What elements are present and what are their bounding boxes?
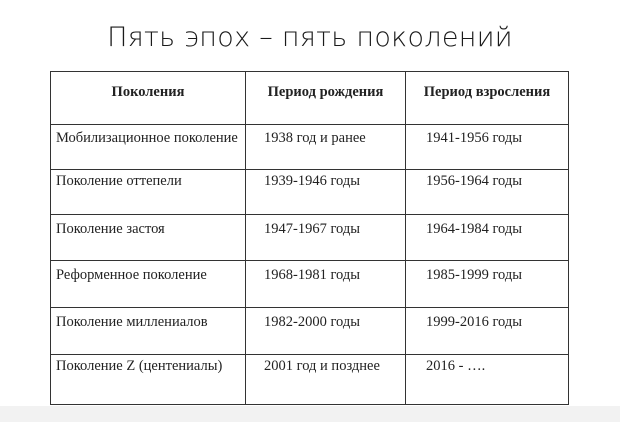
table-row <box>51 125 569 170</box>
generation-name: Поколение оттепели <box>51 170 246 215</box>
coming-of-age-period: 1956-1964 годы <box>406 170 569 215</box>
table-row <box>51 261 569 308</box>
coming-of-age-period: 1964-1984 годы <box>406 215 569 261</box>
bottom-strip <box>0 406 620 422</box>
coming-of-age-period: 2016 - …. <box>406 355 569 405</box>
table-row <box>51 355 569 405</box>
header-generations: Поколения <box>51 72 246 125</box>
generation-name: Поколение застоя <box>51 215 246 261</box>
table-row <box>51 215 569 261</box>
generations-table <box>50 71 569 405</box>
table-header-row <box>51 72 569 125</box>
coming-of-age-period: 1985-1999 годы <box>406 261 569 308</box>
table-row <box>51 170 569 215</box>
header-coming-of-age-period: Период взросления <box>406 72 569 125</box>
slide-title: Пять эпох – пять поколений <box>107 22 513 53</box>
birth-period: 1938 год и ранее <box>246 125 406 170</box>
generation-name: Поколение миллениалов <box>51 308 246 355</box>
birth-period: 2001 год и позднее <box>246 355 406 405</box>
generation-name: Мобилизационное поколение <box>51 125 246 170</box>
generation-name: Поколение Z (центениалы) <box>51 355 246 405</box>
birth-period: 1939-1946 годы <box>246 170 406 215</box>
coming-of-age-period: 1999-2016 годы <box>406 308 569 355</box>
coming-of-age-period: 1941-1956 годы <box>406 125 569 170</box>
birth-period: 1947-1967 годы <box>246 215 406 261</box>
birth-period: 1968-1981 годы <box>246 261 406 308</box>
birth-period: 1982-2000 годы <box>246 308 406 355</box>
header-birth-period: Период рождения <box>246 72 406 125</box>
generation-name: Реформенное поколение <box>51 261 246 308</box>
table-row <box>51 308 569 355</box>
